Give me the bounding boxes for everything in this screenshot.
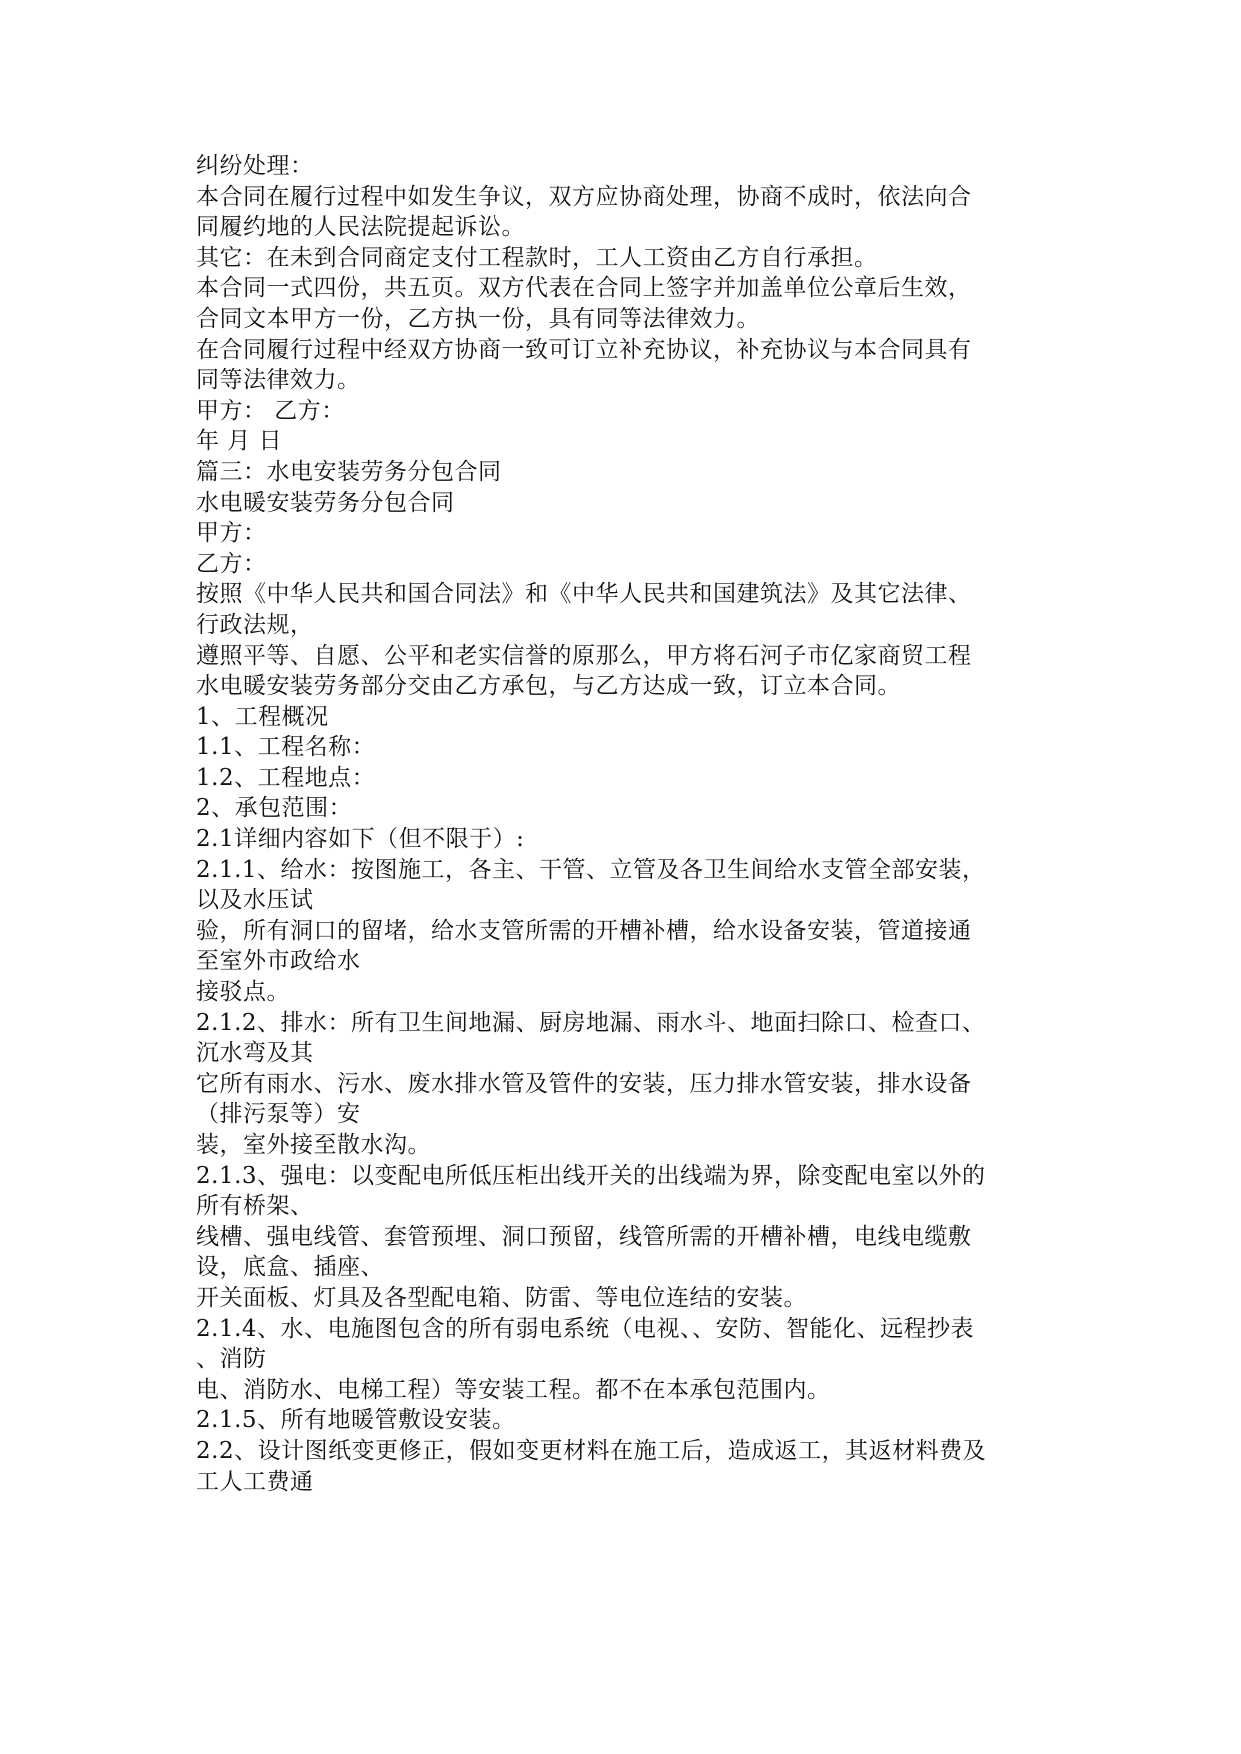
text-line: 2.1.3、强电：以变配电所低压柜出线开关的出线端为界，除变配电室以外的 — [196, 1162, 986, 1189]
text-line: 其它：在未到合同商定支付工程款时，工人工资由乙方自行承担。 — [196, 244, 878, 271]
text-line: 所有桥架、 — [196, 1193, 314, 1220]
text-line: 行政法规， — [196, 611, 314, 638]
text-line: 2.1.1、给水：按图施工，各主、干管、立管及各卫生间给水支管全部安装， — [196, 856, 986, 883]
text-line: 遵照平等、自愿、公平和老实信誉的原那么，甲方将石河子市亿家商贸工程 — [196, 642, 972, 669]
text-line: 合同文本甲方一份，乙方执一份，具有同等法律效力。 — [196, 305, 760, 332]
text-line: 、消防 — [196, 1346, 267, 1373]
clause-item: 1.2、工程地点： — [196, 764, 376, 791]
text-line: 以及水压试 — [196, 887, 314, 914]
text-line: 同履约地的人民法院提起诉讼。 — [196, 214, 525, 241]
text-line: 接驳点。 — [196, 979, 290, 1006]
text-line: 电、消防水、电梯工程）等安装工程。都不在本承包范围内。 — [196, 1376, 831, 1403]
text-line: 它所有雨水、污水、废水排水管及管件的安装，压力排水管安装，排水设备 — [196, 1070, 972, 1097]
text-line: 按照《中华人民共和国合同法》和《中华人民共和国建筑法》及其它法律、 — [196, 581, 972, 608]
text-line: 纠纷处理： — [196, 153, 314, 179]
text-line: 2.1.4、水、电施图包含的所有弱电系统（电视、、安防、智能化、远程抄表 — [196, 1315, 975, 1342]
text-line: 同等法律效力。 — [196, 367, 361, 394]
document-body — [196, 151, 1056, 1497]
clause-heading: 1、工程概况 — [196, 703, 329, 730]
text-line: 2.1.2、排水：所有卫生间地漏、厨房地漏、雨水斗、地面扫除口、检查口、 — [196, 1009, 986, 1036]
party-b-line: 乙方： — [196, 550, 267, 577]
clause-heading: 2、承包范围： — [196, 795, 353, 822]
text-line: 2.1.5、所有地暖管敷设安装。 — [196, 1407, 516, 1434]
clause-item: 1.1、工程名称： — [196, 734, 376, 761]
text-line: 验，所有洞口的留堵，给水支管所需的开槽补槽，给水设备安装，管道接通 — [196, 917, 972, 944]
text-line: 本合同在履行过程中如发生争议，双方应协商处理，协商不成时，依法向合 — [196, 183, 972, 210]
text-line: 至室外市政给水 — [196, 948, 361, 975]
text-line: 工人工费通 — [196, 1468, 314, 1495]
text-line: 装，室外接至散水沟。 — [196, 1132, 431, 1158]
text-line: 设，底盒、插座、 — [196, 1254, 384, 1281]
date-line: 年 月 日 — [196, 428, 283, 455]
text-line: 线槽、强电线管、套管预埋、洞口预留，线管所需的开槽补槽，电线电缆敷 — [196, 1223, 972, 1250]
section-heading: 篇三：水电安装劳务分包合同 — [196, 458, 502, 485]
text-line: 水电暖安装劳务部分交由乙方承包，与乙方达成一致，订立本合同。 — [196, 673, 901, 700]
text-line: 沉水弯及其 — [196, 1040, 314, 1067]
contract-title: 水电暖安装劳务分包合同 — [196, 489, 455, 516]
text-line: （排污泵等）安 — [196, 1101, 361, 1128]
text-line: 本合同一式四份，共五页。双方代表在合同上签字并加盖单位公章后生效， — [196, 275, 972, 302]
party-a-line: 甲方： — [196, 520, 267, 547]
text-line: 2.2、设计图纸变更修正，假如变更材料在施工后，造成返工，其返材料费及 — [196, 1437, 987, 1464]
text-line: 开关面板、灯具及各型配电箱、防雷、等电位连结的安装。 — [196, 1284, 807, 1311]
text-line: 在合同履行过程中经双方协商一致可订立补充协议，补充协议与本合同具有 — [196, 336, 972, 363]
signature-parties-line: 甲方： 乙方： — [196, 397, 345, 424]
clause-item: 2.1详细内容如下（但不限于）: — [196, 826, 525, 853]
